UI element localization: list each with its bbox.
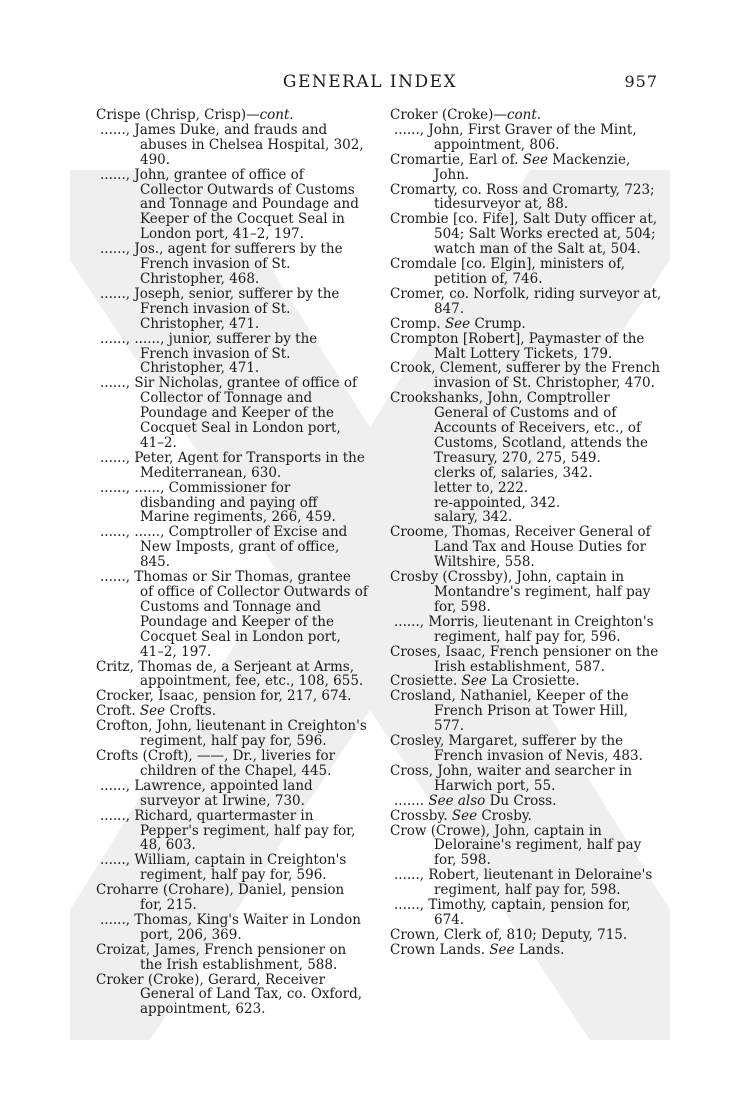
index-entry bbox=[390, 466, 662, 481]
index-entry bbox=[96, 853, 368, 883]
index-entry-reference: Crofts. bbox=[165, 703, 216, 720]
index-entry bbox=[390, 898, 662, 928]
index-entry bbox=[96, 242, 368, 287]
index-entry-italic: See bbox=[444, 315, 471, 332]
index-entry-text: Crofton, John, lieutenant in Creighton's regiment, half pay for, 596. bbox=[96, 718, 367, 750]
index-entry bbox=[390, 674, 662, 689]
index-entry-text: ......, Morris, lieutenant in Creighton's regiment, half pay for, 596. bbox=[394, 613, 654, 645]
page-header bbox=[0, 72, 740, 96]
index-entry-text: ......, James Duke, and frauds and abuses in Chelsea Hospital, 302, 490. bbox=[100, 121, 364, 168]
index-entry-italic: cont. bbox=[506, 107, 542, 123]
index-entry bbox=[96, 570, 368, 659]
index-entry bbox=[96, 660, 368, 690]
index-entry-text: ......, Richard, quartermaster in Pepper's regiment, half pay for, 48, 603. bbox=[100, 807, 356, 854]
index-entry bbox=[96, 525, 368, 570]
index-entry-text: Croft. bbox=[96, 703, 140, 720]
index-entry-text: Croizat, James, French pensioner on the Irish establishment, 588. bbox=[96, 941, 347, 973]
index-entry bbox=[96, 108, 368, 123]
index-entry-text: letter to, 222. bbox=[434, 479, 529, 496]
index-entry bbox=[390, 391, 662, 466]
index-entry-text: ....... bbox=[394, 792, 429, 809]
index-entry bbox=[96, 749, 368, 779]
index-entry bbox=[96, 689, 368, 704]
index-entry bbox=[96, 973, 368, 1018]
index-entry bbox=[96, 451, 368, 481]
index-entry-text: Cromdale [co. Elgin], ministers of, petition of, 746. bbox=[390, 256, 626, 287]
index-entry-text: Cromp. bbox=[390, 315, 445, 332]
index-entry-text: ......, Thomas or Sir Thomas, grantee of office of Collector Outwards of Customs and Tonnage and Poundage and Keeper of the Cocquet Seal in London port, 41–2, 197. bbox=[100, 569, 368, 660]
index-entry-text: Cromarty, co. Ross and Cromarty, 723; tidesurveyor at, 88. bbox=[390, 181, 655, 213]
index-entry bbox=[96, 168, 368, 243]
index-entry bbox=[390, 183, 662, 213]
index-entry bbox=[390, 615, 662, 645]
index-entry bbox=[96, 123, 368, 168]
index-entry bbox=[96, 779, 368, 809]
index-entry-text: ......, John, First Graver of the Mint, appointment, 806. bbox=[394, 121, 637, 153]
index-entry-text: clerks of, salaries, 342. bbox=[434, 464, 593, 481]
index-entry bbox=[390, 510, 662, 525]
index-entry-text: Crown, Clerk of, 810; Deputy, 715. bbox=[390, 926, 628, 943]
index-entry-italic: See bbox=[139, 703, 166, 720]
index-entry-text: Croker (Croke)— bbox=[390, 107, 507, 123]
index-entry bbox=[390, 317, 662, 332]
index-entry bbox=[390, 212, 662, 257]
index-entry bbox=[390, 734, 662, 764]
index-entry-italic: cont. bbox=[259, 107, 294, 123]
index-entry-text: Crompton [Robert], Paymaster of the Malt Lottery Tickets, 179. bbox=[390, 330, 645, 362]
index-entry-text: Crocker, Isaac, pension for, 217, 674. bbox=[96, 688, 352, 705]
index-entry bbox=[96, 883, 368, 913]
index-entry-text: salary, 342. bbox=[434, 509, 513, 526]
index-entry-italic: See bbox=[522, 151, 548, 168]
index-entry bbox=[390, 496, 662, 511]
page-number: 957 bbox=[624, 72, 658, 91]
index-entry-text: ......, ......, Comptroller of Excise and New Imposts, grant of office, 845. bbox=[100, 524, 348, 571]
index-entry-reference: Du Cross. bbox=[485, 792, 557, 809]
index-entry bbox=[390, 123, 662, 153]
index-entry-text: re-appointed, 342. bbox=[434, 494, 561, 511]
index-entry-text: ......, Robert, lieutenant in Deloraine's regiment, half pay for, 598. bbox=[394, 867, 653, 899]
index-entry-reference: La Crosiette. bbox=[486, 673, 580, 690]
index-entry-text: Crispe (Chrisp, Crisp)— bbox=[96, 107, 260, 123]
index-entry bbox=[390, 287, 662, 317]
index-entry bbox=[390, 943, 662, 958]
index-entry-text: Cross, John, waiter and searcher in Harwich port, 55. bbox=[390, 762, 633, 794]
index-entry-text: Croses, Isaac, French pensioner on the Irish establishment, 587. bbox=[390, 643, 659, 675]
index-entry bbox=[96, 332, 368, 377]
index-entry-text: ......, Lawrence, appointed land surveyor at Irwine, 730. bbox=[100, 777, 313, 809]
index-entry-text: Croker (Croke), Gerard, Receiver General of Land Tax, co. Oxford, appointment, 623. bbox=[96, 971, 363, 1018]
index-entry-text: Crown Lands. bbox=[390, 941, 490, 958]
index-entry bbox=[390, 928, 662, 943]
index-entry-text: Crosland, Nathaniel, Keeper of the French Prison at Tower Hill, 577. bbox=[390, 688, 629, 735]
index-entry-text: Critz, Thomas de, a Serjeant at Arms, appointment, fee, etc., 108, 655. bbox=[96, 658, 364, 690]
index-entry-text: Crossby. bbox=[390, 807, 452, 824]
index-column-right bbox=[390, 108, 662, 958]
index-entry-text: ......, Timothy, captain, pension for, 674. bbox=[394, 897, 631, 928]
index-entry bbox=[390, 525, 662, 570]
index-entry bbox=[96, 704, 368, 719]
index-entry-text: ......, Joseph, senior, sufferer by the French invasion of St. Christopher, 471. bbox=[100, 285, 340, 332]
index-entry bbox=[390, 824, 662, 869]
index-entry-text: Crookshanks, John, Comptroller General of Customs and of Accounts of Receivers, etc., of Customs, Scotland, attends the Treasury, 270, 275, 549. bbox=[390, 390, 649, 466]
index-entry-italic: See bbox=[451, 807, 478, 824]
index-entry-reference: Lands. bbox=[514, 941, 565, 958]
index-entry bbox=[96, 809, 368, 854]
page-title: GENERAL INDEX bbox=[282, 72, 458, 92]
index-entry-reference: Mackenzie, John. bbox=[434, 151, 631, 183]
index-entry-text: ......, Jos., agent for sufferers by the French invasion of St. Christopher, 468. bbox=[100, 241, 343, 287]
index-entry bbox=[390, 108, 662, 123]
index-entry bbox=[390, 481, 662, 496]
index-entry-reference: Crosby. bbox=[477, 807, 532, 824]
index-entry-italic: See also bbox=[428, 792, 486, 809]
index-entry bbox=[390, 764, 662, 794]
index-entry-text: ......, Peter, Agent for Transports in the Mediterranean, 630. bbox=[100, 449, 365, 481]
index-entry bbox=[96, 376, 368, 451]
index-entry bbox=[96, 719, 368, 749]
index-entry bbox=[390, 645, 662, 675]
index-entry-text: Crofts (Croft), ——, Dr., liveries for children of the Chapel, 445. bbox=[96, 747, 336, 779]
index-entry bbox=[96, 913, 368, 943]
index-entry bbox=[96, 943, 368, 973]
index-entry bbox=[96, 287, 368, 332]
index-entry-text: ......, ......, Commissioner for disbanding and paying off Marine regiments, 266, 459. bbox=[100, 479, 336, 526]
index-entry-text: ......, William, captain in Creighton's regiment, half pay for, 596. bbox=[100, 852, 347, 884]
index-entry bbox=[390, 361, 662, 391]
index-entry bbox=[390, 809, 662, 824]
index-column-left bbox=[96, 108, 368, 1017]
index-entry-reference: Crump. bbox=[470, 315, 526, 332]
index-entry bbox=[390, 794, 662, 809]
index-entry-text: Crombie [co. Fife], Salt Duty officer at, 504; Salt Works erected at, 504; watch man of the Salt at, 504. bbox=[390, 211, 658, 258]
index-entry bbox=[390, 153, 662, 183]
index-entry-text: ......, Sir Nicholas, grantee of office of Collector of Tonnage and Poundage and Keeper of the Cocquet Seal in London port, 41–2. bbox=[100, 375, 357, 451]
index-entry-text: Croharre (Crohare), Daniel, pension for, 215. bbox=[96, 882, 345, 914]
index-entry-text: Crosby (Crossby), John, captain in Montandre's regiment, half pay for, 598. bbox=[390, 569, 651, 615]
index-entry-text: Crosley, Margaret, sufferer by the French invasion of Nevis, 483. bbox=[390, 733, 643, 764]
index-entry-text: Crosiette. bbox=[390, 673, 462, 690]
index-entry-italic: See bbox=[461, 673, 487, 690]
index-entry bbox=[390, 257, 662, 287]
index-entry-text: ......, John, grantee of office of Collector Outwards of Customs and Tonnage and Poundage and Keeper of the Cocquet Seal in London port, 41–2, 197. bbox=[100, 166, 359, 243]
index-entry bbox=[390, 332, 662, 362]
index-entry-text: Crow (Crowe), John, captain in Deloraine's regiment, half pay for, 598. bbox=[390, 822, 642, 869]
index-entry bbox=[390, 868, 662, 898]
index-entry-italic: See bbox=[489, 941, 515, 958]
index-entry-text: ......, ......, junior, sufferer by the French invasion of St. Christopher, 471. bbox=[100, 330, 318, 377]
index-entry-text: Croome, Thomas, Receiver General of Land Tax and House Duties for Wiltshire, 558. bbox=[390, 524, 651, 571]
index-entry bbox=[96, 481, 368, 526]
index-entry-text: ......, Thomas, King's Waiter in London port, 206, 369. bbox=[100, 911, 361, 943]
index-entry bbox=[390, 689, 662, 734]
index-entry bbox=[390, 570, 662, 615]
index-entry-text: Cromer, co. Norfolk, riding surveyor at, 847. bbox=[390, 285, 662, 317]
index-entry-text: Crook, Clement, sufferer by the French invasion of St. Christopher, 470. bbox=[390, 360, 661, 392]
index-entry-text: Cromartie, Earl of. bbox=[390, 151, 523, 168]
